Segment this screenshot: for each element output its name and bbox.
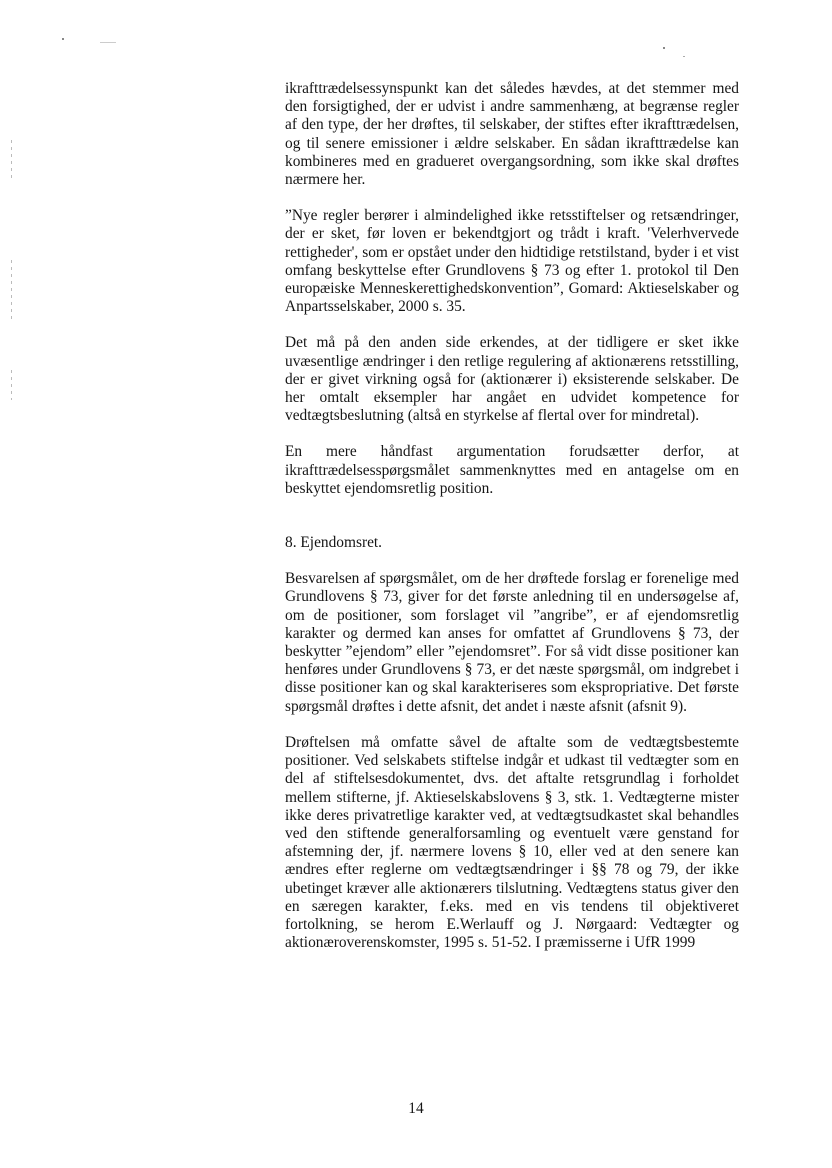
scan-speck [100,42,116,43]
paragraph: Det må på den anden side erkendes, at der tidligere er sket ikke uvæsentlige ændringer i den retlige regulering af aktionærens retsstilling, der er givet virkning også for (aktionærer i) eksisterende selskaber. De her omtalt eksempler har angået en udvidet kompetence for vedtægtsbeslutning (altså en styrkelse af flertal over for mindretal). [285,334,739,425]
section-heading: 8. Ejendomsret. [285,534,383,552]
scan-speck [683,56,685,57]
scan-speck [62,38,64,40]
scan-margin-line [11,260,12,320]
paragraph: Drøftelsen må omfatte såvel de aftalte som de vedtægtsbestemte positioner. Ved selskabets stiftelse indgår et udkast til vedtægter som en del af stiftelsesdokumentet, dvs. det aftalte retsgrundlag i forholdet mellem stifterne, jf. Aktieselskabslovens § 3, stk. 1. Vedtægterne mister ikke deres privatretlige karakter ved, at vedtægtsudkastet skal behandles ved den stiftende generalforsamling og eventuelt være genstand for afstemning der, jf. nærmere lovens § 10, eller ved at den senere kan ændres efter reglerne om vedtægtsændringer i §§ 78 og 79, der ikke ubetinget kræver alle aktionærers tilslutning. Vedtægtens status giver den en særegen karakter, f.eks. med en vis tendens til objektiveret fortolkning, se herom E.Werlauff og J. Nørgaard: Vedtægter og aktionæroverenskomster, 1995 s. 51-52. I præmisserne i UfR 1999 [285,733,739,952]
scan-speck [663,47,665,49]
scan-margin-line [11,370,12,400]
paragraph: En mere håndfast argumentation forudsætter derfor, at ikrafttrædelsesspørgsmålet sammenknyttes med en antagelse om en beskyttet ejendomsretlig position. [285,443,739,497]
paragraph: Besvarelsen af spørgsmålet, om de her drøftede forslag er forenelige med Grundlovens § 73, giver for det første anledning til en undersøgelse af, om de positioner, som forslaget vil ”angribe”, er af ejendomsretlig karakter og dermed kan anses for omfattet af Grundlovens § 73, der beskytter ”ejendom” eller ”ejendomsret”. For så vidt disse positioner kan henføres under Grundlovens § 73, er det næste spørgsmål, om indgrebet i disse positioner kan og skal karakteriseres som ekspropriative. Det første spørgsmål drøftes i dette afsnit, det andet i næste afsnit (afsnit 9). [285,570,739,715]
page-number: 14 [408,1100,424,1117]
paragraph: ikrafttrædelsessynspunkt kan det således hævdes, at det stemmer med den forsigtighed, der er udvist i andre sammenhæng, at begrænse regler af den type, der her drøftes, til selskaber, der stiftes efter ikrafttrædelsen, og til senere emissioner i ældre selskaber. En sådan ikrafttrædelse kan kombineres med en gradueret overgangsordning, som ikke skal drøftes nærmere her. [285,80,739,189]
scan-margin-line [11,140,12,180]
quoted-paragraph: ”Nye regler berører i almindelighed ikke retsstiftelser og retsændringer, der er sket, før loven er bekendtgjort og trådt i kraft. 'Velerhvervede rettigheder', som er opstået under den hidtidige retstilstand, byder i et vist omfang beskyttelse efter Grundlovens § 73 og efter 1. protokol til Den europæiske Menneskerettighedskonvention”, Gomard: Aktieselskaber og Anpartsselskaber, 2000 s. 35. [285,207,739,316]
document-body [285,80,739,952]
